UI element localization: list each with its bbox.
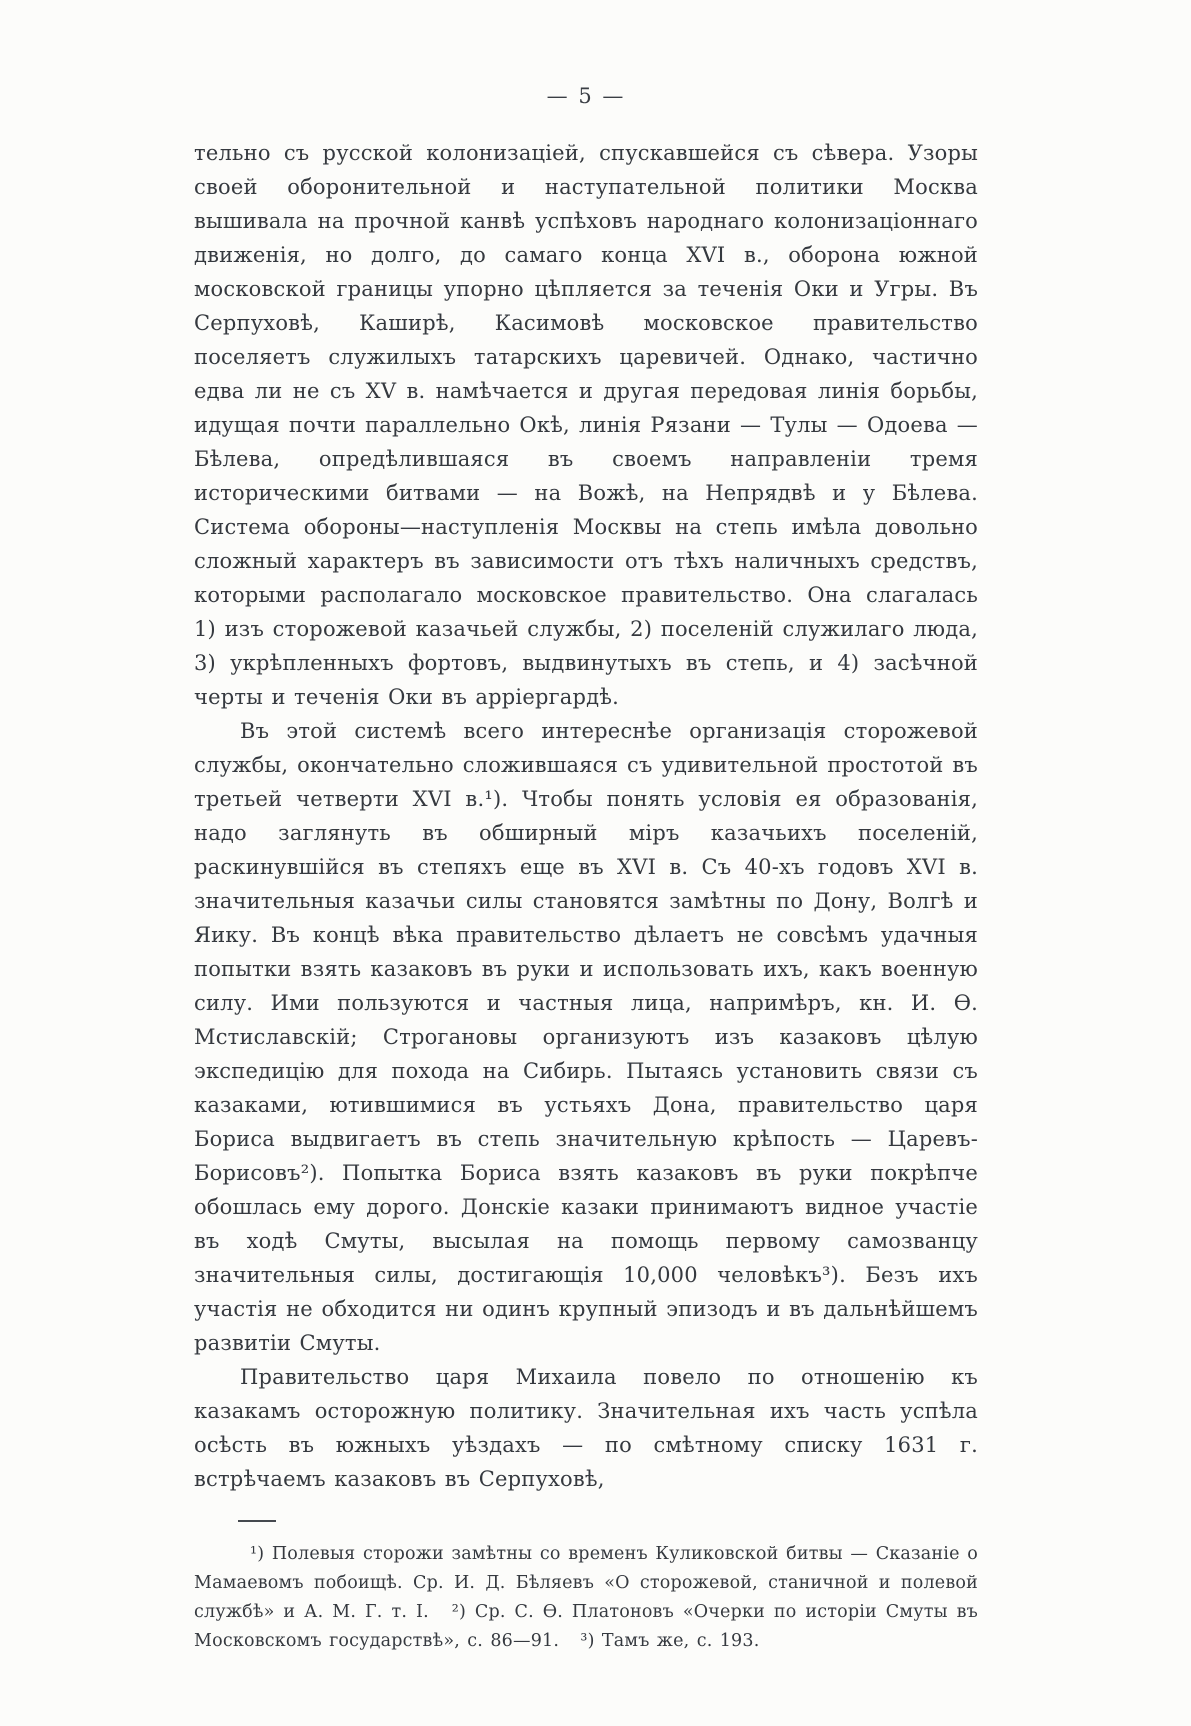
paragraph-1: тельно съ русской колонизаціей, спускавшейся съ сѣвера. Узоры своей оборонительной и наступательной политики Москва вышивала на прочной канвѣ успѣховъ народнаго колонизаціоннаго движенія, но долго, до самаго конца XVI в., оборона южной московской границы упорно цѣпляется за теченія Оки и Угры. Въ Серпуховѣ, Каширѣ, Касимовѣ московское правительство поселяетъ служилыхъ татарскихъ царевичей. Однако, частично едва ли не съ XV в. намѣчается и другая передовая линія борьбы, идущая почти параллельно Окѣ, линія Рязани — Тулы — Одоева — Бѣлева, опредѣлившаяся въ своемъ направленіи тремя историческими битвами — на Вожѣ, на Непрядвѣ и у Бѣлева. Система обороны—наступленія Москвы на степь имѣла довольно сложный характеръ въ зависимости отъ тѣхъ наличныхъ средствъ, которыми располагало московское правительство. Она слагалась 1) изъ сторожевой казачьей службы, 2) поселеній служилаго люда, 3) укрѣпленныхъ фортовъ, выдвинутыхъ въ степь, и 4) засѣчной черты и теченія Оки въ арріергардѣ. xyxy=(194,141,978,709)
paragraph-2: Въ этой системѣ всего интереснѣе организація сторожевой службы, окончательно сложившаяся съ удивительной простотой въ третьей четверти XVI в.¹). Чтобы понять условія ея образованія, надо заглянуть въ обширный міръ казачьихъ поселеній, раскинувшійся въ степяхъ еще въ XVI в. Съ 40-хъ годовъ XVI в. значительныя казачьи силы становятся замѣтны по Дону, Волгѣ и Яику. Въ концѣ вѣка правительство дѣлаетъ не совсѣмъ удачныя попытки взять казаковъ въ руки и использовать ихъ, какъ военную силу. Ими пользуются и частныя лица, напримѣръ, кн. И. Ѳ. Мстиславскій; Строгановы организуютъ изъ казаковъ цѣлую экспедицію для похода на Сибирь. Пытаясь установить связи съ казаками, ютившимися въ устьяхъ Дона, правительство царя Бориса выдвигаетъ въ степь значительную крѣпость — Царевъ-Борисовъ²). Попытка Бориса взять казаковъ въ руки покрѣпче обошлась ему дорого. Донскіе казаки принимаютъ видное участіе въ ходѣ Смуты, высылая на помощь первому самозванцу значительныя силы, достигающія 10,000 человѣкъ³). Безъ ихъ участія не обходится ни одинъ крупный эпизодъ и въ дальнѣйшемъ развитіи Смуты. xyxy=(194,719,978,1355)
footnote-separator xyxy=(238,1520,276,1522)
paragraph-3: Правительство царя Михаила повело по отношенію къ казакамъ осторожную политику. Значительная ихъ часть успѣла осѣсть въ южныхъ уѣздахъ — по смѣтному списку 1631 г. встрѣчаемъ казаковъ въ Серпуховѣ, xyxy=(194,1365,978,1491)
footnote-2: ²) Ср. С. Ѳ. Платоновъ «Очерки по исторіи Смуты въ Московскомъ государствѣ», с. 86—91. xyxy=(194,1602,978,1651)
footnote-3: ³) Тамъ же, с. 193. xyxy=(580,1631,760,1651)
footnote-1: ¹) Полевыя сторожи замѣтны со временъ Куликовской битвы — Сказаніе о Мамаевомъ побоищѣ. Ср. И. Д. Бѣляевъ «О сторожевой, станичной и полевой службѣ» и А. М. Г. т. I. xyxy=(194,1544,978,1622)
page-number: — 5 — xyxy=(546,84,626,108)
footnotes-block xyxy=(194,1540,978,1656)
body-text xyxy=(194,136,978,1496)
